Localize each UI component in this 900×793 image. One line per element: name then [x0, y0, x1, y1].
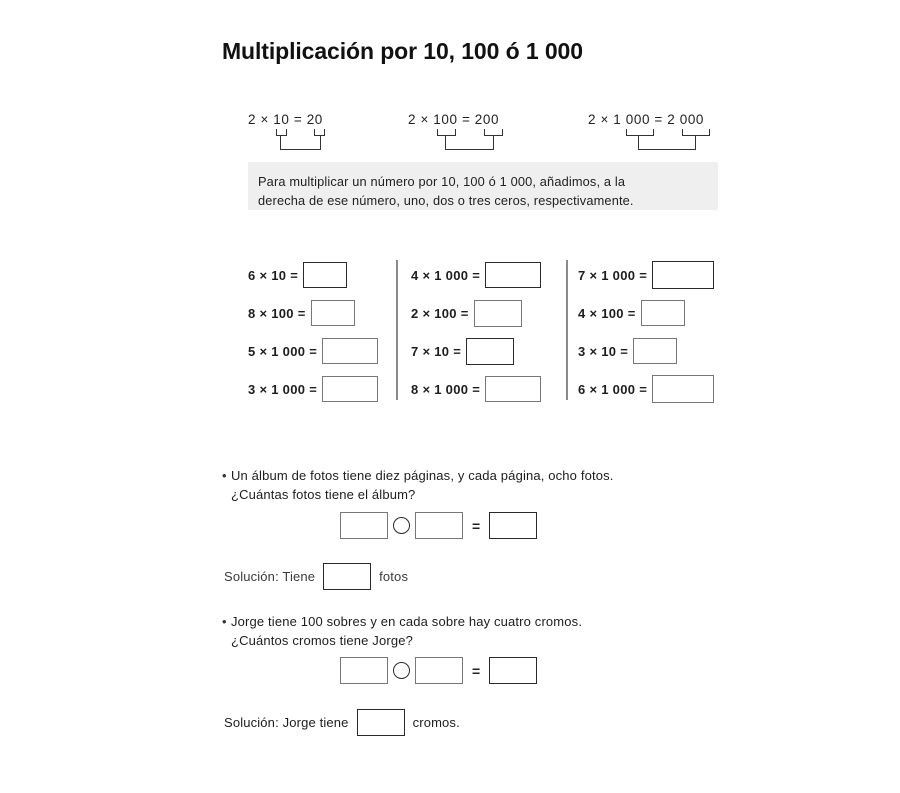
exercise-answer-box[interactable]	[466, 338, 514, 365]
result-box[interactable]	[489, 657, 537, 684]
word-problem-cromos	[222, 612, 582, 650]
exercise-label: 6 × 1 000 =	[578, 381, 648, 397]
result-box[interactable]	[489, 512, 537, 539]
operation-row-cromos	[340, 657, 537, 684]
exercise-item	[578, 376, 714, 402]
operand-1-box[interactable]	[340, 657, 388, 684]
exercise-answer-box[interactable]	[485, 262, 541, 288]
word-problem-album	[222, 466, 614, 504]
exercise-item	[248, 300, 355, 326]
exercise-answer-box[interactable]	[652, 375, 714, 403]
exercise-answer-box[interactable]	[474, 300, 522, 327]
solution-row-cromos	[224, 709, 460, 736]
operand-2-box[interactable]	[415, 512, 463, 539]
rule-text-line-2: derecha de ese número, uno, dos o tres ceros, respectivamente.	[258, 193, 634, 208]
operand-2-box[interactable]	[415, 657, 463, 684]
worked-example-10	[248, 112, 323, 127]
solution-prefix: Solución: Tiene	[224, 569, 316, 584]
operation-row-album	[340, 512, 537, 539]
problem-text-line-1: Jorge tiene 100 sobres y en cada sobre hay cuatro cromos.	[231, 614, 583, 629]
solution-suffix: fotos	[379, 569, 409, 584]
exercise-item	[411, 262, 541, 288]
exercise-item	[248, 376, 378, 402]
exercise-label: 7 × 1 000 =	[578, 267, 648, 283]
exercise-column-2	[411, 258, 571, 403]
exercise-answer-box[interactable]	[641, 300, 685, 326]
exercise-label: 7 × 10 =	[411, 343, 462, 359]
exercise-item	[411, 376, 541, 402]
exercise-item	[411, 300, 522, 326]
exercise-item	[578, 338, 677, 364]
bracket-link-100	[445, 135, 494, 150]
exercise-answer-box[interactable]	[311, 300, 355, 326]
worked-example-1000-text: 2 × 1 000 = 2 000	[588, 112, 705, 127]
equals-sign: =	[472, 517, 481, 534]
worked-example-1000	[588, 112, 704, 127]
equals-sign: =	[472, 662, 481, 679]
exercise-answer-box[interactable]	[322, 376, 378, 402]
exercise-label: 3 × 10 =	[578, 343, 629, 359]
solution-suffix: cromos.	[412, 715, 460, 730]
exercise-column-3	[578, 258, 738, 403]
problem-text-line-2: ¿Cuántas fotos tiene el álbum?	[231, 487, 416, 502]
exercise-label: 4 × 1 000 =	[411, 267, 481, 283]
bullet-icon: •	[222, 614, 227, 629]
exercise-answer-box[interactable]	[652, 261, 714, 289]
exercise-item	[578, 262, 714, 288]
exercise-item	[248, 338, 378, 364]
bracket-link-1000	[638, 135, 696, 150]
solution-row-album	[224, 563, 408, 590]
operand-1-box[interactable]	[340, 512, 388, 539]
rule-text-line-1: Para multiplicar un número por 10, 100 ó 1 000, añadimos, a la	[258, 174, 626, 189]
exercise-answer-box[interactable]	[485, 376, 541, 402]
exercise-grid	[248, 258, 723, 403]
exercise-item	[411, 338, 514, 364]
exercise-answer-box[interactable]	[322, 338, 378, 364]
operator-circle-placeholder[interactable]	[393, 662, 410, 679]
bracket-link-10	[280, 135, 321, 150]
solution-answer-box[interactable]	[323, 563, 371, 590]
exercise-answer-box[interactable]	[633, 338, 677, 364]
page-title: Multiplicación por 10, 100 ó 1 000	[222, 38, 583, 64]
problem-text-line-2: ¿Cuántos cromos tiene Jorge?	[231, 633, 413, 648]
worked-examples	[248, 112, 718, 152]
exercise-label: 2 × 100 =	[411, 305, 469, 321]
exercise-item	[248, 262, 347, 288]
solution-prefix: Solución: Jorge tiene	[224, 715, 349, 730]
worked-example-100	[408, 112, 499, 127]
exercise-label: 8 × 100 =	[248, 305, 306, 321]
worked-example-100-text: 2 × 100 = 200	[408, 112, 500, 127]
solution-answer-box[interactable]	[357, 709, 405, 736]
exercise-label: 8 × 1 000 =	[411, 381, 481, 397]
exercise-label: 4 × 100 =	[578, 305, 636, 321]
exercise-label: 3 × 1 000 =	[248, 381, 318, 397]
exercise-item	[578, 300, 685, 326]
operator-circle-placeholder[interactable]	[393, 517, 410, 534]
rule-box	[248, 162, 718, 210]
bullet-icon: •	[222, 468, 227, 483]
problem-text-line-1: Un álbum de fotos tiene diez páginas, y cada página, ocho fotos.	[231, 468, 614, 483]
exercise-label: 5 × 1 000 =	[248, 343, 318, 359]
worked-example-10-text: 2 × 10 = 20	[248, 112, 323, 127]
exercise-column-1	[248, 258, 408, 403]
exercise-label: 6 × 10 =	[248, 267, 299, 283]
exercise-answer-box[interactable]	[303, 262, 347, 288]
